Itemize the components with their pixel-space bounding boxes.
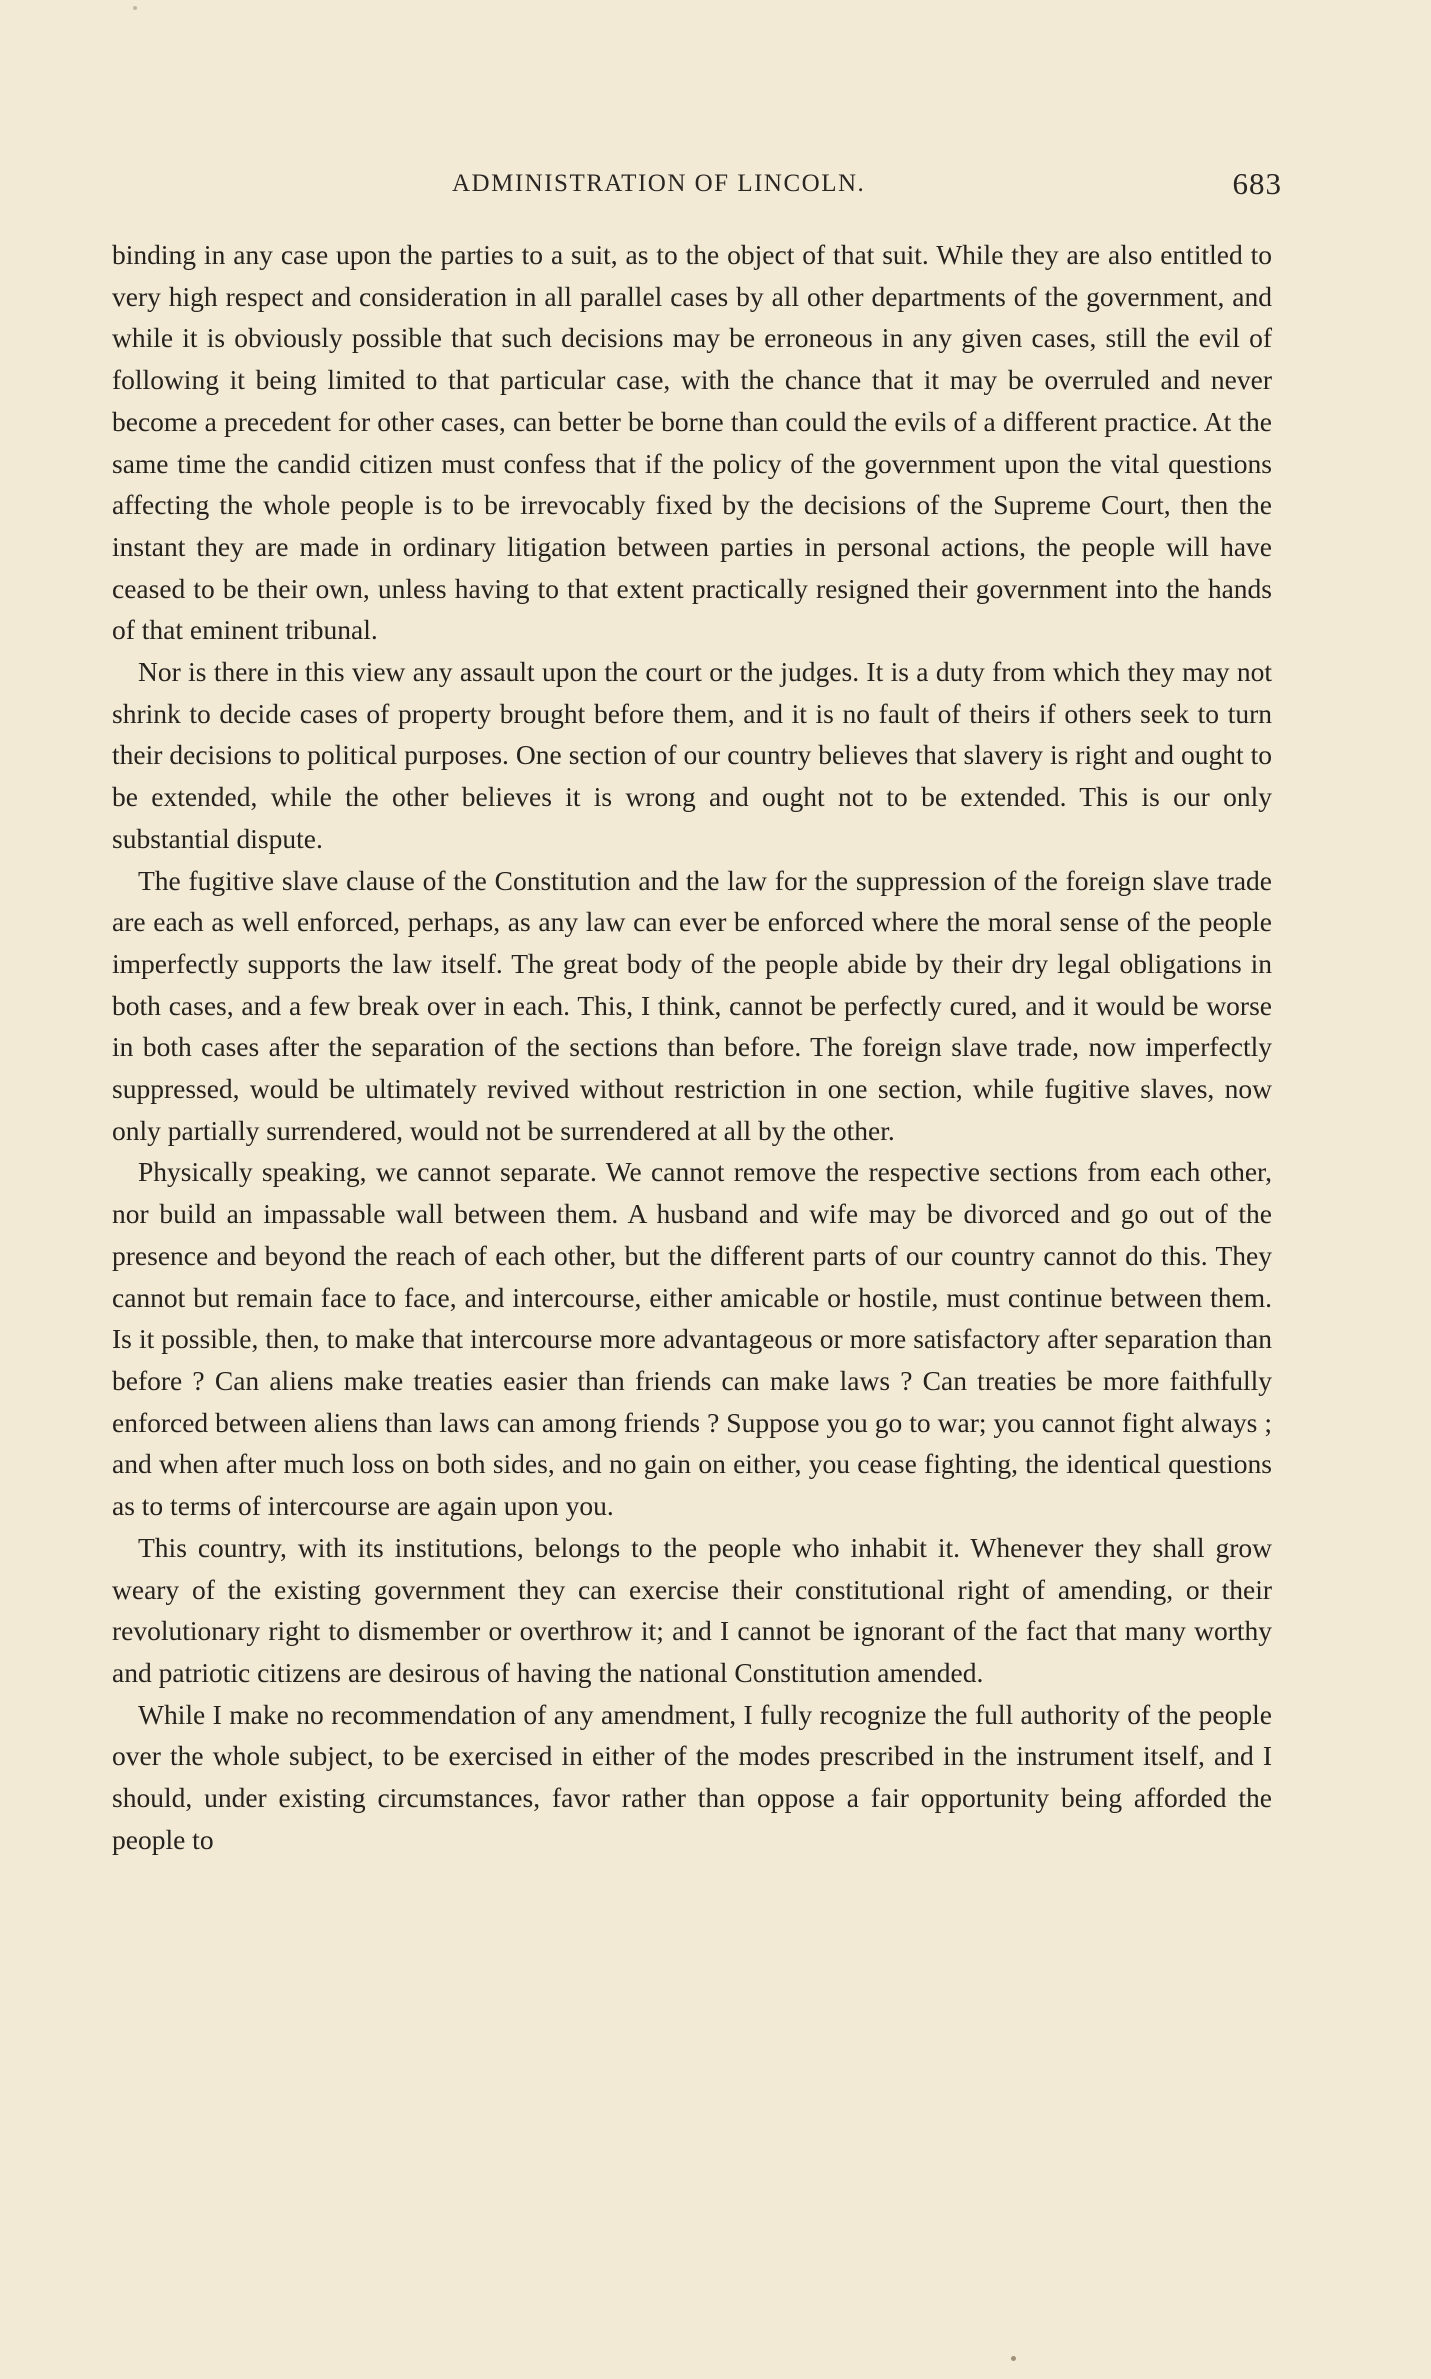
running-title: ADMINISTRATION OF LINCOLN. bbox=[452, 170, 866, 197]
paper-speck bbox=[133, 6, 137, 10]
paragraph-2: Nor is there in this view any assault upon the court or the judges. It is a duty from which they may not shrink to decide cases of property brought before them, and it is no fault of theirs if others seek to turn their decisions to political purposes. One section of our country believes that slavery is right and ought to be extended, while the other believes it is wrong and ought not to be extended. This is our only substantial dispute. bbox=[112, 656, 1272, 854]
paper-speck bbox=[1011, 2356, 1016, 2361]
body-text bbox=[112, 234, 1272, 1860]
paragraph-5: This country, with its institutions, belongs to the people who inhabit it. Whenever they shall grow weary of the existing government they can exercise their constitutional right of amending, or their revolutionary right to dismember or overthrow it; and I cannot be ignorant of the fact that many worthy and patriotic citizens are desirous of having the national Constitution amended. bbox=[112, 1531, 1272, 1688]
paragraph-4: Physically speaking, we cannot separate. We cannot remove the respective sections from each other, nor build an impassable wall between them. A husband and wife may be divorced and go out of the presence and beyond the reach of each other, but the different parts of our country cannot do this. They cannot but remain face to face, and intercourse, either amicable or hostile, must continue between them. Is it possible, then, to make that intercourse more advantageous or more satisfactory after separation than before ? Can aliens make treaties easier than friends can make laws ? Can treaties be more faithfully enforced between aliens than laws can among friends ? Suppose you go to war; you cannot fight always ; and when after much loss on both sides, and no gain on either, you cease fighting, the identical questions as to terms of intercourse are again upon you. bbox=[112, 1156, 1272, 1522]
paragraph-1: binding in any case upon the parties to a suit, as to the object of that suit. While they are also entitled to very high respect and consideration in all parallel cases by all other departments of the government, and while it is obviously possible that such decisions may be erroneous in any given cases, still the evil of following it being limited to that particular case, with the chance that it may be overruled and never become a precedent for other cases, can better be borne than could the evils of a different practice. At the same time the candid citizen must confess that if the policy of the government upon the vital questions affecting the whole people is to be irrevocably fixed by the decisions of the Supreme Court, then the instant they are made in ordinary litigation between parties in personal actions, the people will have ceased to be their own, unless having to that extent practically resigned their government into the hands of that eminent tribunal. bbox=[112, 239, 1272, 646]
paragraph-3: The fugitive slave clause of the Constitution and the law for the suppression of the foreign slave trade are each as well enforced, perhaps, as any law can ever be enforced where the moral sense of the people imperfectly supports the law itself. The great body of the people abide by their dry legal obligations in both cases, and a few break over in each. This, I think, cannot be perfectly cured, and it would be worse in both cases after the separation of the sections than before. The foreign slave trade, now imperfectly suppressed, would be ultimately revived without restriction in one section, while fugitive slaves, now only partially surrendered, would not be surrendered at all by the other. bbox=[112, 864, 1272, 1146]
page-number: 683 bbox=[1232, 166, 1282, 201]
page-header bbox=[452, 166, 1282, 210]
paragraph-6: While I make no recommendation of any amendment, I fully recognize the full authority of the people over the whole subject, to be exercised in either of the modes prescribed in the instrument itself, and I should, under existing circumstances, favor rather than oppose a fair opportunity being afforded the people to bbox=[112, 1698, 1272, 1855]
